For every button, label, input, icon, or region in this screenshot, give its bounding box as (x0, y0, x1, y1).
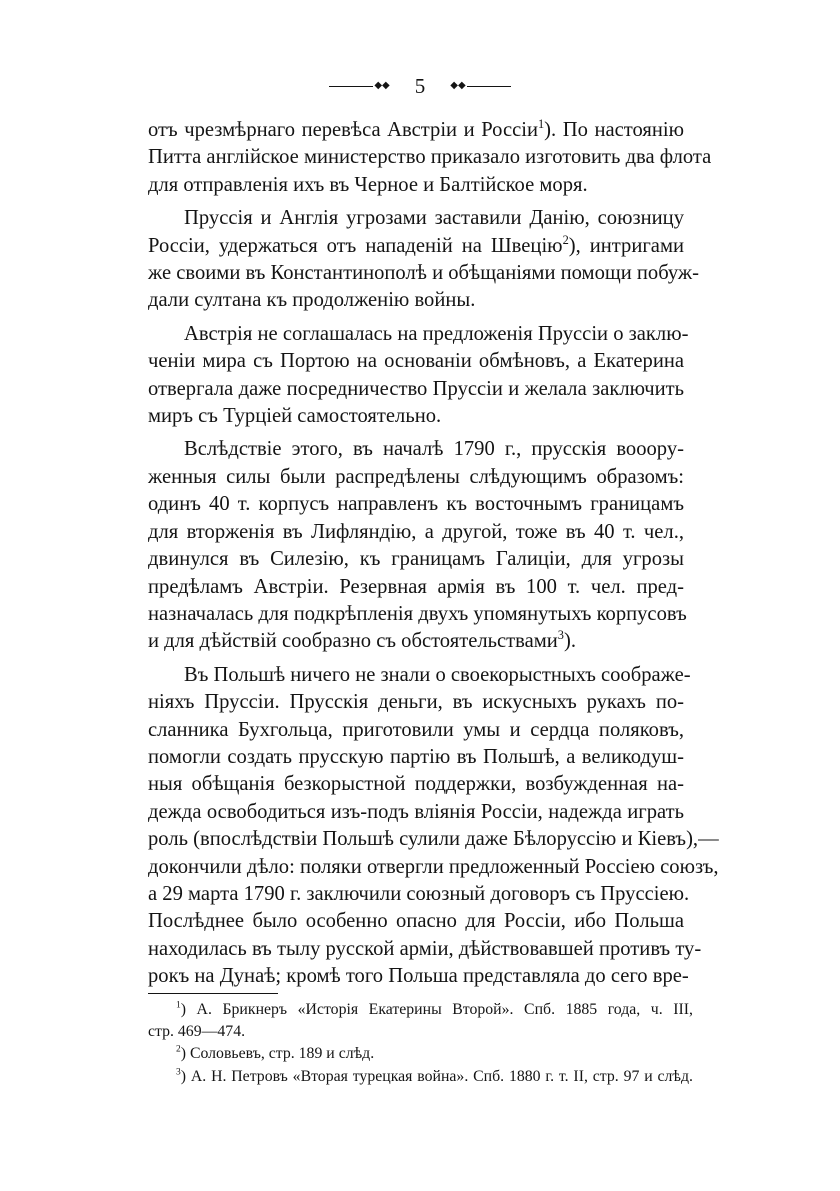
text-line: находилась въ тылу русской арміи, дѣйствовавшей противъ ту- (148, 937, 702, 960)
text-line: сланника Бухгольца, приготовили умы и сердца поляковъ, (148, 718, 684, 741)
diamond-icon: ◆◆ (374, 80, 390, 91)
text-line: и для дѣйствій сообразно съ обстоятельствами$^3$). (148, 628, 576, 653)
ornament-line (467, 86, 512, 87)
text-line: Пруссія и Англія угрозами заставили Данію, союзницу (184, 207, 684, 230)
footnote-divider (148, 993, 278, 994)
text-line: ченіи мира съ Портою на основаніи обмѣновъ, а Екатерина (148, 350, 684, 373)
footnote-line: стр. 469—474. (148, 1023, 246, 1041)
text-line: отвергала даже посредничество Пруссіи и желала заключить (148, 377, 684, 400)
text-line: отъ чрезмѣрнаго перевѣса Австріи и Россіи$^1$). По настоянію (148, 117, 684, 141)
text-line: Вслѣдствіе этого, въ началѣ 1790 г., прусскія вооору- (184, 438, 684, 461)
footnote-marker: 2 (176, 1045, 181, 1056)
text-line: двинулся въ Силезію, къ границамъ Галиціи, для угрозы (148, 548, 684, 571)
left-ornament (329, 81, 391, 91)
footnote-line: $^2$) Соловьевъ, стр. 189 и слѣд. (176, 1045, 375, 1063)
page-header (0, 72, 840, 100)
text-line: Россіи, удержаться отъ нападеній на Швецію$^2$), интригами (148, 232, 684, 257)
text-line: Австрія не соглашалась на предложенія Пруссіи о заклю- (184, 322, 689, 345)
text-line: женныя силы были распредѣлены слѣдующимъ образомъ: (148, 465, 684, 488)
footnote-line: $^3$) А. Н. Петровъ «Вторая турецкая война». Спб. 1880 г. т. II, стр. 97 и слѣд. (176, 1067, 693, 1085)
text-line: дежда освободиться изъ-подъ вліянія Россіи, надежда играть (148, 800, 684, 823)
footnote-ref[interactable]: 2 (562, 232, 569, 247)
text-line: миръ съ Турціей самостоятельно. (148, 405, 442, 428)
text-line: Питта англійское министерство приказало изготовить два флота (148, 146, 712, 169)
diamond-icon: ◆◆ (450, 80, 466, 91)
text-line: назначалась для подкрѣпленія двухъ упомянутыхъ корпусовъ (148, 602, 687, 625)
footnotes (148, 999, 693, 1088)
text-line: помогли создать прусскую партію въ Польшѣ, а великодуш- (148, 745, 684, 768)
footnote-ref[interactable]: 1 (537, 117, 545, 132)
footnote-marker: 3 (176, 1067, 181, 1078)
text-line: Въ Польшѣ ничего не знали о своекорыстныхъ соображе- (184, 663, 691, 686)
text-line: ныя обѣщанія безкорыстной поддержки, возбужденная на- (148, 773, 684, 796)
page-number: 5 (414, 73, 426, 98)
text-line: предѣламъ Австріи. Резервная армія въ 100 т. чел. пред- (148, 575, 684, 598)
text-line: Послѣднее было особенно опасно для Россіи, ибо Польша (148, 910, 684, 933)
text-line: одинъ 40 т. корпусъ направленъ къ восточнымъ границамъ (148, 493, 684, 516)
text-line: же своими въ Константинополѣ и обѣщаніями помощи побуж- (148, 262, 700, 285)
text-line: рокъ на Дунаѣ; кромѣ того Польша представляла до сего вре- (148, 965, 689, 988)
footnote-ref[interactable]: 3 (557, 628, 564, 643)
footnote-marker: 1 (176, 1000, 181, 1011)
text-line: для вторженія въ Лифляндію, а другой, тоже въ 40 т. чел., (148, 520, 684, 543)
text-line: докончили дѣло: поляки отвергли предложенный Россіею союзъ, (148, 855, 719, 878)
ornament-line (329, 86, 374, 87)
right-ornament (449, 81, 511, 91)
footnote-line: $^1$) А. Брикнеръ «Исторія Екатерины Второй». Спб. 1885 года, ч. III, (176, 1000, 693, 1018)
main-text (148, 117, 719, 991)
text-line: роль (впослѣдствіи Польшѣ сулили даже Бѣлоруссію и Кіевъ),— (148, 828, 719, 851)
text-line: дали султана къ продолженію войны. (148, 289, 476, 312)
text-line: для отправленія ихъ въ Черное и Балтійское моря. (148, 173, 588, 196)
text-line: ніяхъ Пруссіи. Прусскія деньги, въ искусныхъ рукахъ по- (148, 691, 684, 714)
text-line: а 29 марта 1790 г. заключили союзный договоръ съ Пруссіею. (148, 882, 690, 905)
